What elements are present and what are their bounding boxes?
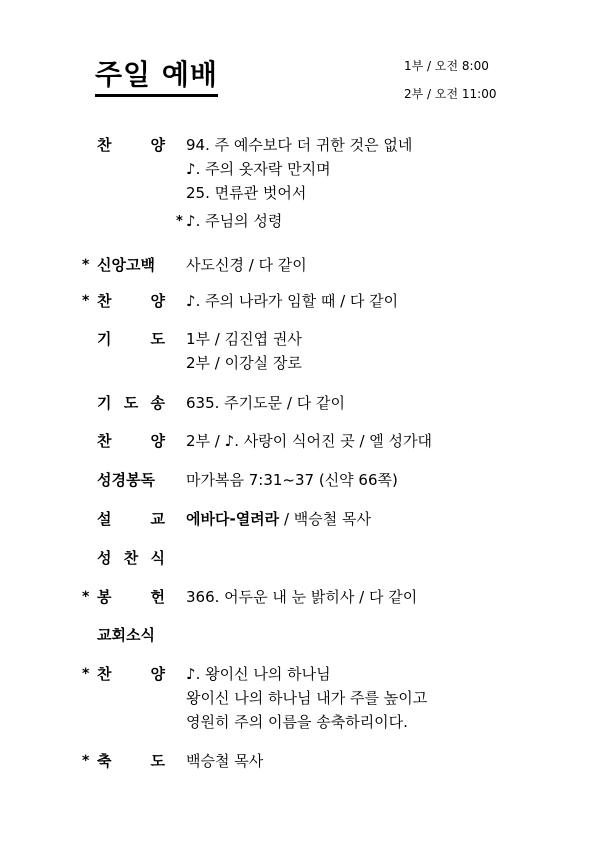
star-mark: * [82,589,90,605]
star-mark: * [82,753,90,769]
order-label: 찬 양 [97,136,165,154]
service-time-second: 2부 / 오전 11:00 [404,87,497,101]
star-mark: * [82,257,90,273]
order-content: 94. 주 예수보다 더 귀한 것은 없네 ♪. 주의 옷자락 만지며 25. 면류관 벗어서 * ♪. 주님의 성령 [186,133,412,238]
order-content: 2부 / ♪. 사랑이 식어진 곳 / 엘 성가대 [186,432,433,450]
order-label: 신앙고백 [97,256,155,274]
order-content: 백승철 목사 [186,752,264,770]
star-mark: * [82,293,90,309]
order-label: 축 도 [97,752,165,770]
star-mark: * [82,666,90,682]
order-label: 찬 양 [97,665,165,683]
order-content: ♪. 왕이신 나의 하나님 왕이신 나의 하나님 내가 주를 높이고 영원히 주의 이름을 송축하리이다. [186,665,428,731]
sermon-title: 에바다-열려라 [186,510,280,528]
order-content: 635. 주기도문 / 다 같이 [186,394,345,412]
order-label: 성 찬 식 [97,549,165,567]
sermon-preacher: / 백승철 목사 [279,510,371,528]
order-label: 교회소식 [97,626,155,644]
order-content: 1부 / 김진엽 권사 2부 / 이강실 장로 [186,330,302,372]
service-time-first: 1부 / 오전 8:00 [404,59,489,73]
order-label: 성경봉독 [97,471,155,489]
order-label: 찬 양 [97,432,165,450]
order-label: 설 교 [97,510,165,528]
order-content: 366. 어두운 내 눈 밝히사 / 다 같이 [186,588,418,606]
order-content: ♪. 주의 나라가 임할 때 / 다 같이 [186,292,399,310]
order-label: 기 도 송 [97,394,165,412]
order-label: 찬 양 [97,292,165,310]
order-label: 기 도 [97,330,165,348]
star-mark: * [176,214,183,229]
order-label: 봉 헌 [97,588,165,606]
order-content [186,507,371,531]
order-content: 사도신경 / 다 같이 [186,256,307,274]
page-title: 주일 예배 [95,58,218,97]
order-content: 마가복음 7:31~37 (신약 66쪽) [186,471,398,489]
